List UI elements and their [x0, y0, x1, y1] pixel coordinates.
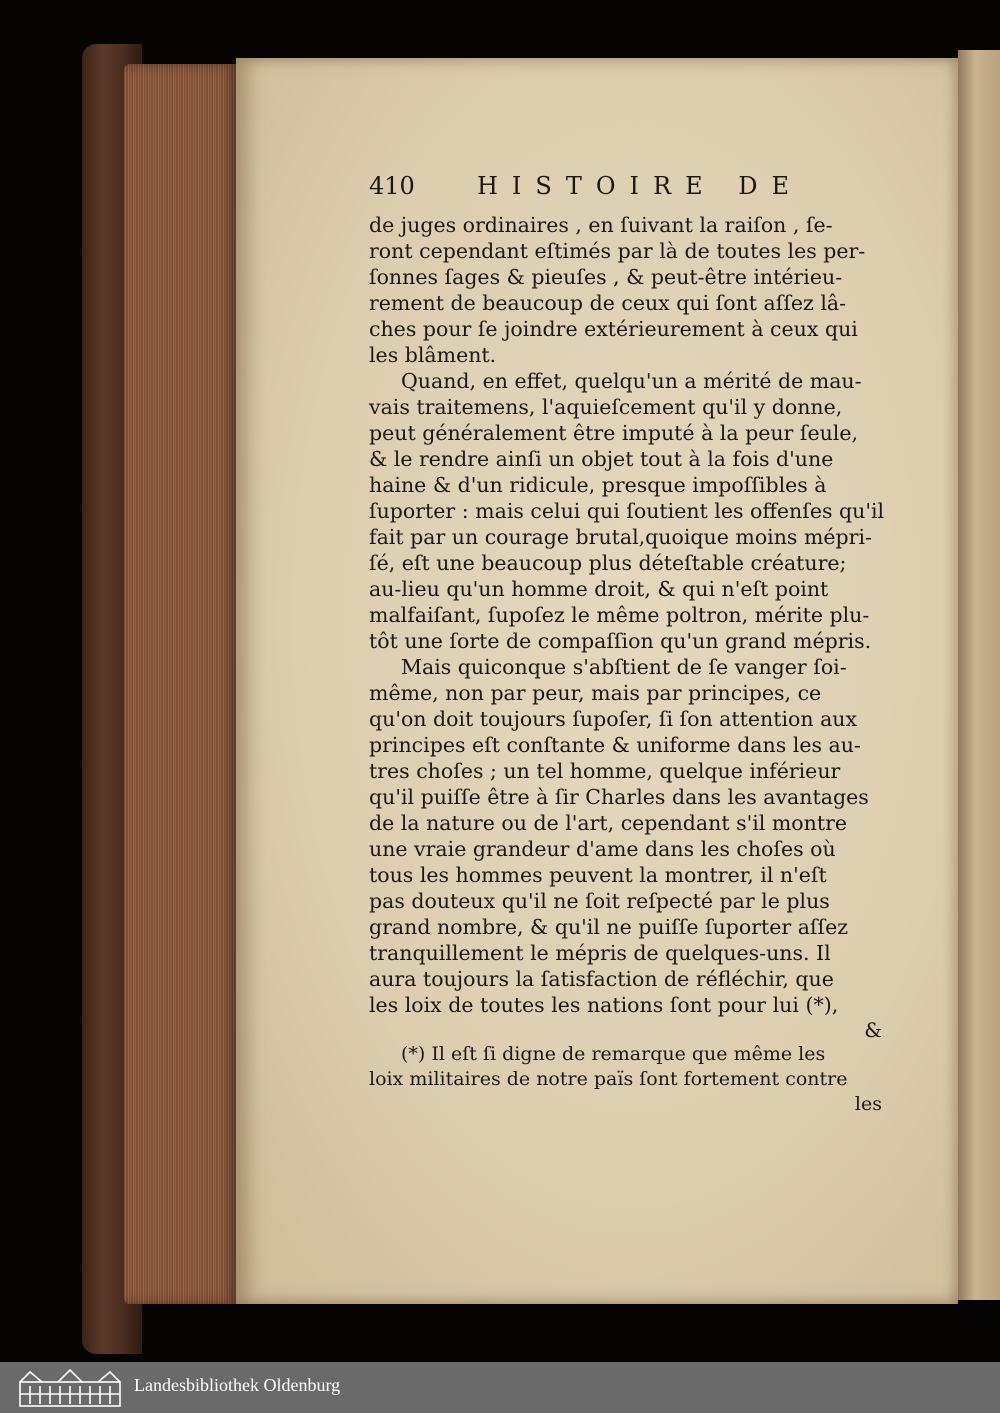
text-line: ſé, eſt une beaucoup plus déteſtable créature;: [369, 551, 847, 575]
text-line: de juges ordinaires , en ſuivant la raiſon , ſe-: [369, 213, 833, 237]
text-line: Mais quiconque s'abſtient de ſe vanger ſoi-: [401, 655, 847, 679]
text-line: tôt une ſorte de compaſſion qu'un grand mépris.: [369, 629, 872, 653]
text-line: rement de beaucoup de ceux qui ſont aſſez lâ-: [369, 291, 847, 315]
text-line: tranquillement le mépris de quelques-uns. Il: [369, 941, 831, 965]
text-line: au-lieu qu'un homme droit, & qui n'eſt point: [369, 577, 829, 601]
text-line: fait par un courage brutal,quoique moins mépri-: [369, 525, 872, 549]
footnote-line: (*) Il eſt ſi digne de remarque que même les: [401, 1043, 826, 1065]
page-number: 410: [369, 172, 415, 200]
text-line: tous les hommes peuvent la montrer, il n'eſt: [369, 863, 827, 887]
running-head: [369, 170, 882, 212]
text-line: ches pour ſe joindre extérieurement à ceux qui: [369, 317, 858, 341]
running-title: HISTOIRE DE: [477, 172, 803, 200]
text-line: principes eſt conſtante & uniforme dans les au-: [369, 733, 861, 757]
text-line: ſonnes ſages & pieuſes , & peut-être intérieu-: [369, 265, 843, 289]
text-line: les loix de toutes les nations ſont pour lui (*),: [369, 993, 839, 1017]
text-line: grand nombre, & qu'il ne puiſſe ſuporter aſſez: [369, 915, 849, 939]
footnote-catchword: les: [854, 1093, 882, 1115]
text-line: qu'il puiſſe être à ſir Charles dans les avantages: [369, 785, 869, 809]
text-line: qu'on doit toujours ſupoſer, ſi ſon attention aux: [369, 707, 858, 731]
text-line: haine & d'un ridicule, presque impoſſibles à: [369, 473, 827, 497]
text-line: peut généralement être imputé à la peur ſeule,: [369, 421, 858, 445]
text-line: tres choſes ; un tel homme, quelque inférieur: [369, 759, 841, 783]
catchword: &: [864, 1018, 882, 1042]
library-name: Landesbibliothek Oldenburg: [134, 1375, 341, 1395]
text-line: aura toujours la ſatisfaction de réfléchir, que: [369, 967, 834, 991]
page-text: [369, 170, 885, 1116]
text-line: pas douteux qu'il ne ſoit reſpecté par le plus: [369, 889, 830, 913]
text-line: Quand, en effet, quelqu'un a mérité de mau-: [401, 369, 862, 393]
text-line: & le rendre ainſi un objet tout à la fois d'une: [369, 447, 834, 471]
facing-page-edge: [958, 50, 1000, 1300]
library-building-icon: [18, 1368, 122, 1412]
text-line: les blâment.: [369, 343, 497, 367]
footer-bar: [0, 1362, 1000, 1413]
text-line: de la nature ou de l'art, cependant s'il montre: [369, 811, 848, 835]
text-line: malfaiſant, ſupoſez le même poltron, mérite plu-: [369, 603, 870, 627]
text-line: ront cependant eſtimés par là de toutes les per-: [369, 239, 866, 263]
footnote-line: loix militaires de notre païs ſont fortement contre: [369, 1068, 848, 1090]
text-line: ſuporter : mais celui qui ſoutient les offenſes qu'il: [369, 499, 885, 523]
text-line: une vraie grandeur d'ame dans les choſes où: [369, 837, 836, 861]
text-line: même, non par peur, mais par principes, ce: [369, 681, 822, 705]
text-line: vais traitemens, l'aquieſcement qu'il y donne,: [369, 395, 843, 419]
page-edges: [124, 64, 238, 1304]
